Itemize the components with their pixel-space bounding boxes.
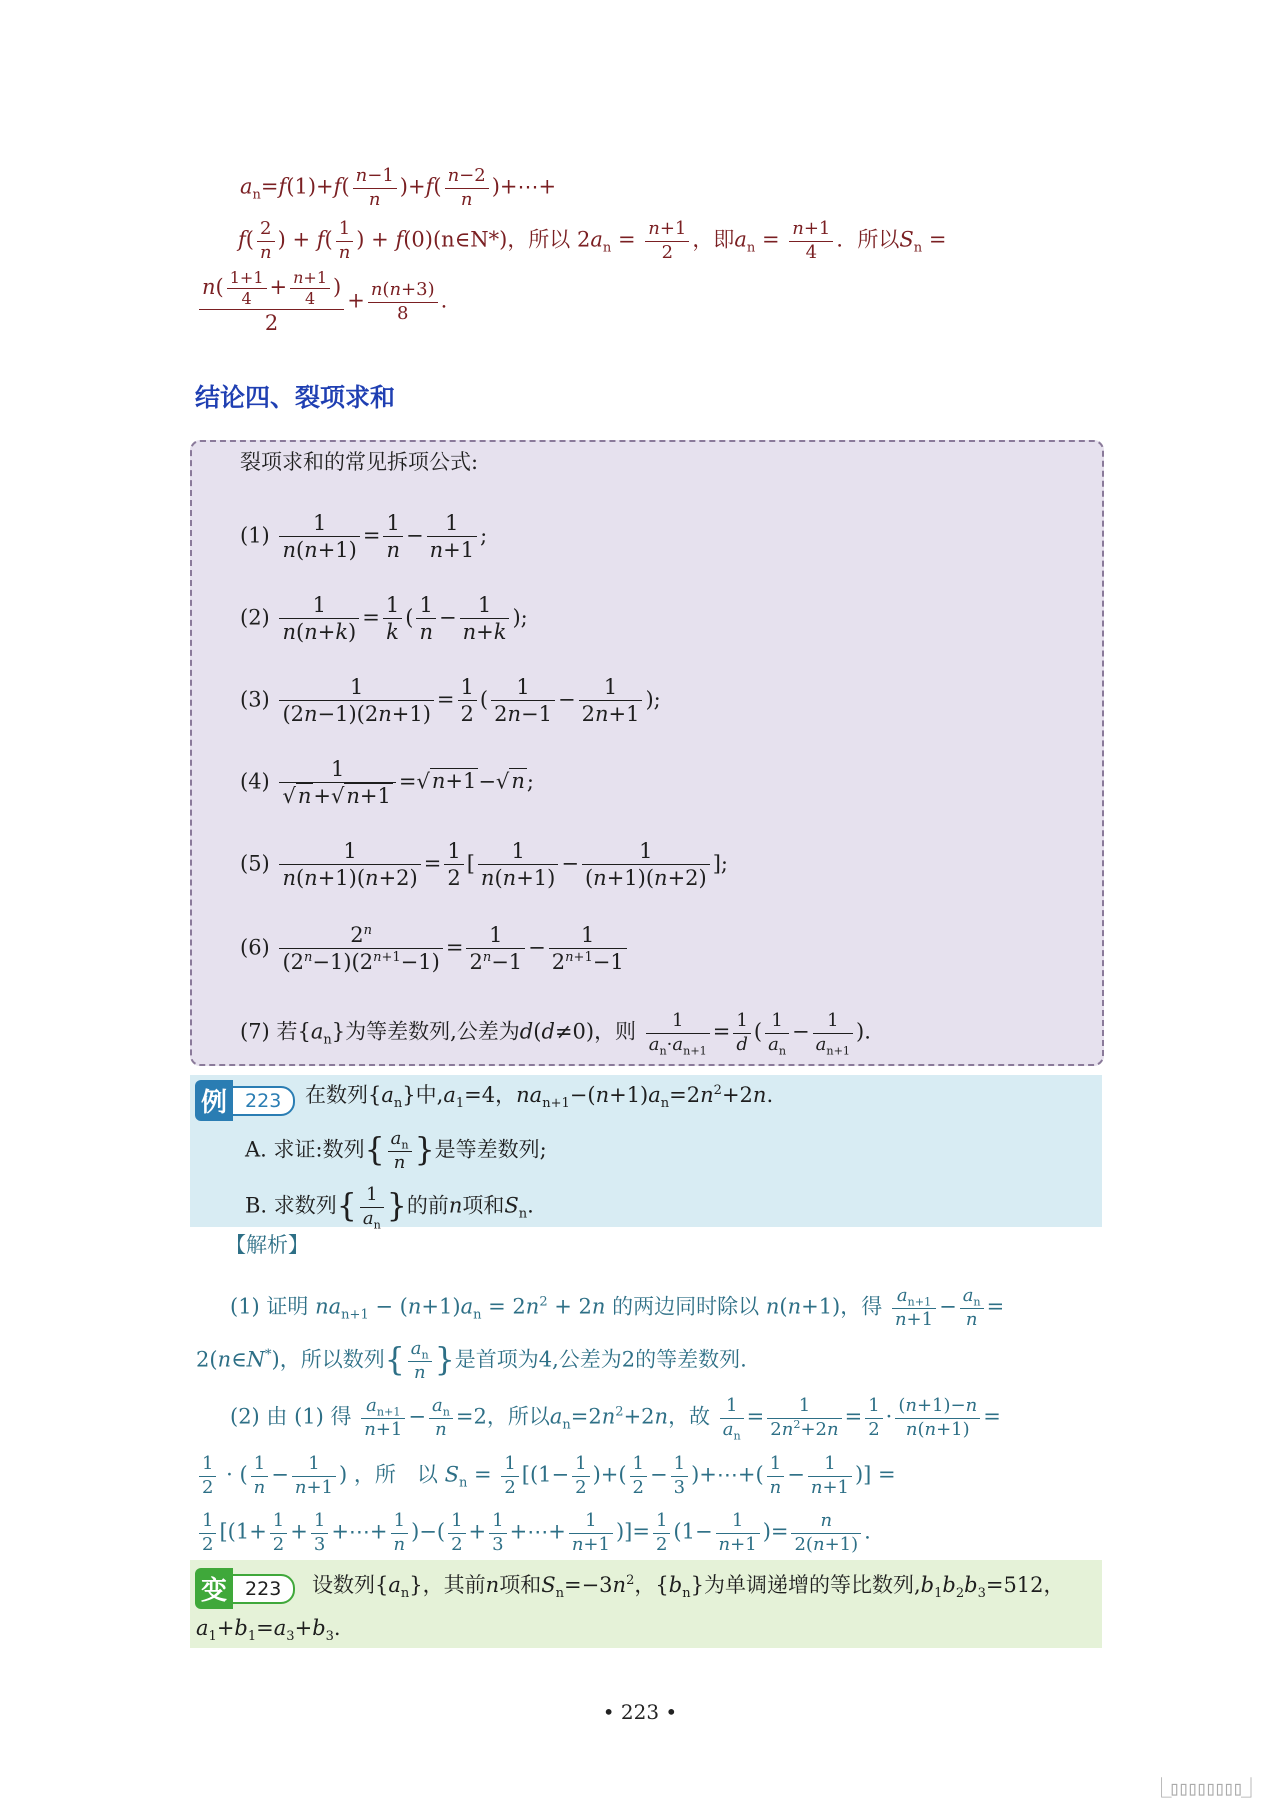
item7-text-c: ，则 xyxy=(594,1019,637,1044)
example-part-a-label: A. 求证:数列 xyxy=(245,1137,365,1162)
formula-label-5: (5) xyxy=(240,851,270,876)
example-part-b-label: B. 求数列 xyxy=(245,1193,337,1218)
formula-3: (3) $\frac{1}{(2n-1)(2n+1)}$ = $\frac{1}{2}$ ( $\frac{1}{2n-1}$ − $\frac{1}{2n+1}$ ); xyxy=(240,675,661,727)
variant-line-1: 设数列$\{a_n\}$，其前n项和$S_n=-3n^2$，$\{b_n\}$为单调递增的等比数列$,b_1b_2b_3=512$， xyxy=(312,1573,1065,1602)
formula-intro: 裂项求和的常见拆项公式: xyxy=(240,450,479,474)
item7-text-a: 若 xyxy=(276,1019,298,1044)
example-badge xyxy=(195,1080,295,1121)
intro-line-3: n( $\frac{1+1}{4}$ + $\frac{n+1}{4}$ ) 2 + $\frac{n(n+3)}{8}$ . xyxy=(196,268,447,336)
formula-label-2: (2) xyxy=(240,605,270,630)
variant-text-b: ，其前 xyxy=(422,1573,486,1597)
solution-p1-c: ，得 xyxy=(840,1294,883,1319)
formula-label-3: (3) xyxy=(240,687,270,712)
variant-text-d: 为单调递增的等比数列, xyxy=(703,1573,921,1597)
ie-text: ，即 xyxy=(692,227,735,252)
solution-p2-a: (2) 由 (1) 得 xyxy=(230,1404,352,1429)
solution-p2-line3: $\frac{1}{2}$ [(1+ $\frac{1}{2}$ + $\frac{1}{3}$ +⋯+ $\frac{1}{n}$ )−( $\frac{1}{2}$ + $\frac{1}{3}$ +⋯+ $\frac{1}{n+1}$ )]= $\frac{1}{2}$ (1− $\frac{1}{n+1}$ )= $\frac{n}{2(n+1)}$ . xyxy=(196,1510,871,1556)
example-part-b-tail: 的前 xyxy=(406,1193,449,1218)
item7-text-b: 为等差数列,公差为 xyxy=(345,1019,520,1044)
solution-p1-d: ，所以数列 xyxy=(279,1347,385,1372)
watermark-glyph: ⎿▯▯▯▯▯▯▯▯⏌ xyxy=(1151,1776,1258,1800)
example-stem: 在数列$\{a_n\}$中$,a_1=4$，$na_{n+1}-(n+1)a_n=2n^2+2n$. xyxy=(305,1083,774,1112)
variant-line-2: $a_1+b_1=a_3+b_3$. xyxy=(196,1616,341,1645)
so2-text: ．所以 xyxy=(836,227,900,252)
formula-label-6: (6) xyxy=(240,935,270,960)
formula-6: (6) $\frac{2^n}{(2^n-1)(2^{n+1}-1)}$ = $\frac{1}{2^n-1}$ − $\frac{1}{2^{n+1}-1}$ xyxy=(240,922,630,976)
variant-badge-char: 变 xyxy=(195,1568,233,1609)
so-text: ，所以 xyxy=(507,227,571,252)
example-part-a: A. 求证:数列{ $\frac{a_n}{n}$ }是等差数列; xyxy=(245,1128,547,1173)
n-in-nstar: (n∈N*) xyxy=(432,227,508,252)
example-badge-char: 例 xyxy=(195,1080,233,1121)
solution-p1-a: (1) 证明 xyxy=(230,1294,309,1319)
formula-label-7: (7) xyxy=(240,1019,270,1044)
example-stem-b: 中, xyxy=(415,1083,444,1107)
formula-5: (5) $\frac{1}{n(n+1)(n+2)}$ = $\frac{1}{2}$ [ $\frac{1}{n(n+1)}$ − $\frac{1}{(n+1)(n+2)}$ ]; xyxy=(240,839,728,891)
solution-heading: 【解析】 xyxy=(225,1233,309,1257)
example-part-b: B. 求数列{ $\frac{1}{a_n}$ }的前n项和$S_n$. xyxy=(245,1184,534,1232)
solution-p1-e: 是首项为4,公差为2的等差数列. xyxy=(454,1347,747,1372)
solution-p2-line2: $\frac{1}{2}$ · ( $\frac{1}{n}$ − $\frac{1}{n+1}$ ) ，所 以 $S_n$ = $\frac{1}{2}$ [(1− $\frac{1}{2}$ )+( $\frac{1}{2}$ − $\frac{1}{3}$ )+⋯+( $\frac{1}{n}$ − $\frac{1}{n+1}$ )] = xyxy=(196,1453,896,1499)
formula-7: (7) 若$\{a_n\}$为等差数列,公差为d(d≠0)，则 $\frac{1}{a_n\cdot a_{n+1}}$ = $\frac{1}{d}$ ( $\frac{1}{a_n}$ − $\frac{1}{a_{n+1}}$ ). xyxy=(240,1010,871,1058)
variant-text-a: 设数列 xyxy=(312,1573,375,1597)
solution-p2-b: ，所以 xyxy=(486,1404,550,1429)
formula-label-1: (1) xyxy=(240,523,270,548)
section-heading: 结论四、裂项求和 xyxy=(195,383,396,412)
solution-p1-line1: (1) 证明 $na_{n+1} - (n+1)a_n = 2n^2 + 2n$ 的两边同时除以 n(n+1)，得 $\frac{a_{n+1}}{n+1}$ − $\frac{a_n}{n}$ = xyxy=(230,1285,1005,1330)
solution-p2-c: ，故 xyxy=(668,1404,711,1429)
intro-line-2: f( $\frac{2}{n}$ ) + f( $\frac{1}{n}$ ) + f(0)(n∈N*)，所以 $2a_n$ = $\frac{n+1}{2}$ ，即$a_n$ = $\frac{n+1}{4}$ ．所以$S_n$ = xyxy=(238,218,947,263)
variant-text-c: 项和 xyxy=(499,1573,542,1597)
solution-p1-line2: 2(n∈N*)，所以数列{ $\frac{a_n}{n}$ }是首项为4,公差为2的等差数列. xyxy=(196,1338,747,1383)
variant-badge xyxy=(195,1568,295,1609)
intro-line-1: $a_n=f(1)+f$( $\frac{n-1}{n}$ )+f( $\frac{n-2}{n}$ )+⋯+ xyxy=(240,165,557,210)
formula-label-4: (4) xyxy=(240,769,270,794)
formula-2: (2) $\frac{1}{n(n+k)}$ = $\frac{1}{k}$ ( $\frac{1}{n}$ − $\frac{1}{n+k}$ ); xyxy=(240,593,528,645)
formula-1: (1) $\frac{1}{n(n+1)}$ = $\frac{1}{n}$ − $\frac{1}{n+1}$ ; xyxy=(240,511,488,563)
variant-badge-number: 223 xyxy=(231,1574,295,1604)
page-number: • 223 • xyxy=(602,1700,678,1724)
example-badge-number: 223 xyxy=(231,1086,295,1116)
solution-p2-d: 所 以 xyxy=(374,1462,438,1487)
formula-4: (4) $\frac{1}{√n+√n+1}$ =√n+1−√n; xyxy=(240,757,534,809)
example-part-b-tail2: 项和 xyxy=(462,1193,505,1218)
example-part-a-tail: 是等差数列; xyxy=(434,1137,547,1162)
example-stem-a: 在数列 xyxy=(305,1083,368,1107)
solution-p2-line1: (2) 由 (1) 得 $\frac{a_{n+1}}{n+1}$ − $\frac{a_n}{n}$ =2，所以$a_n=2n^2+2n$，故 $\frac{1}{a_n}$ = $\frac{1}{2n^2+2n}$ = $\frac{1}{2}$ · $\frac{(n+1)-n}{n(n+1)}$ = xyxy=(230,1395,1001,1443)
solution-p1-b: 的两边同时除以 xyxy=(612,1294,760,1319)
